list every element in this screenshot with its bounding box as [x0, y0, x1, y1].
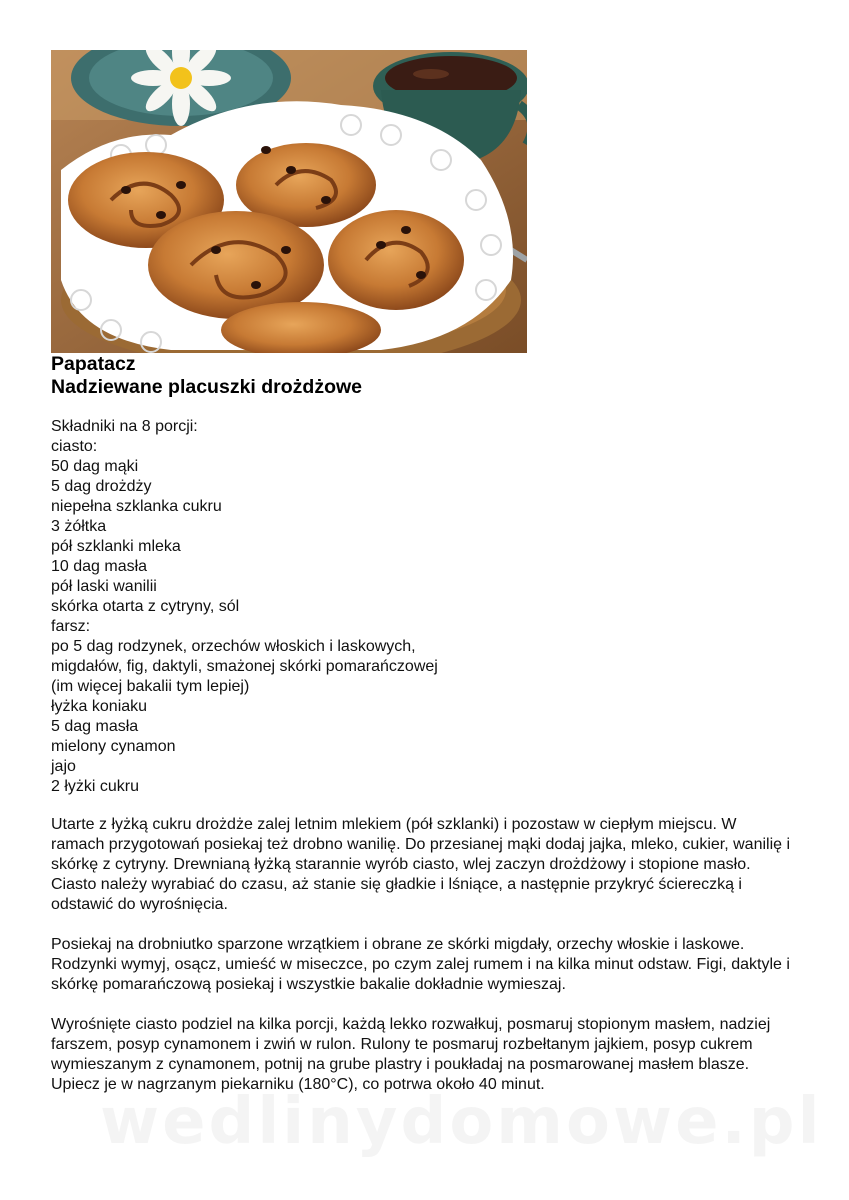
ingredient-line: niepełna szklanka cukru	[51, 498, 222, 515]
preparation-steps	[51, 815, 791, 1115]
recipe-subtitle: Nadziewane placuszki drożdżowe	[51, 376, 362, 398]
ingredient-line: ciasto:	[51, 438, 98, 455]
step-paragraph: Utarte z łyżką cukru drożdże zalej letnim mlekiem (pół szklanki) i pozostaw w ciepłym miejscu. W ramach przygotowań posiekaj też drobno wanilię. Do przesianej mąki dodaj jajka, mleko, cukier, wanilię i skórkę z cytryny. Drewnianą łyżką starannie wyrób ciasto, wlej zaczyn drożdżowy i stopione masło. Ciasto należy wyrabiać do czasu, aż stanie się gładkie i lśniące, a następnie przykryć ściereczką i odstawić do wyrośnięcia.	[51, 816, 791, 913]
ingredient-line: pół szklanki mleka	[51, 538, 181, 555]
ingredient-line: 3 żółtka	[51, 518, 107, 535]
ingredients-heading: Składniki na 8 porcji:	[51, 418, 198, 435]
ingredient-line: migdałów, fig, daktyli, smażonej skórki pomarańczowej	[51, 658, 438, 675]
ingredient-line: farsz:	[51, 618, 91, 635]
ingredient-line: łyżka koniaku	[51, 698, 148, 715]
ingredient-line: 50 dag mąki	[51, 458, 139, 475]
recipe-titles	[51, 353, 811, 399]
ingredient-line: 5 dag drożdży	[51, 478, 152, 495]
ingredient-line: mielony cynamon	[51, 738, 176, 755]
step-paragraph: Posiekaj na drobniutko sparzone wrzątkiem i obrane ze skórki migdały, orzechy włoskie i laskowe. Rodzynki wymyj, osącz, umieść w miseczce, po czym zalej rumem i na kilka minut odstaw. Figi, daktyle i skórkę pomarańczową posiekaj i wszystkie bakalie dokładnie wymieszaj.	[51, 936, 790, 993]
ingredient-line: jajo	[51, 758, 76, 775]
ingredients-list	[51, 417, 811, 797]
recipe-title: Papatacz	[51, 353, 136, 375]
recipe-photo-illustration	[51, 50, 527, 353]
step-paragraph: Wyrośnięte ciasto podziel na kilka porcji, każdą lekko rozwałkuj, posmaruj stopionym masłem, nadziej farszem, posyp cynamonem i zwiń w rulon. Rulony te posmaruj rozbełtanym jajkiem, posyp cukrem wymieszanym z cynamonem, potnij na grube plastry i poukładaj na posmarowanej masłem blasze. Upiecz je w nagrzanym piekarniku (180°C), co potrwa około 40 minut.	[51, 1016, 771, 1093]
recipe-photo	[51, 50, 527, 353]
ingredient-line: skórka otarta z cytryny, sól	[51, 598, 240, 615]
ingredient-line: pół laski wanilii	[51, 578, 157, 595]
ingredient-line: po 5 dag rodzynek, orzechów włoskich i laskowych,	[51, 638, 416, 655]
ingredient-line: 2 łyżki cukru	[51, 778, 140, 795]
ingredient-line: 5 dag masła	[51, 718, 139, 735]
ingredient-line: 10 dag masła	[51, 558, 148, 575]
ingredient-line: (im więcej bakalii tym lepiej)	[51, 678, 250, 695]
site-watermark	[100, 1085, 760, 1159]
